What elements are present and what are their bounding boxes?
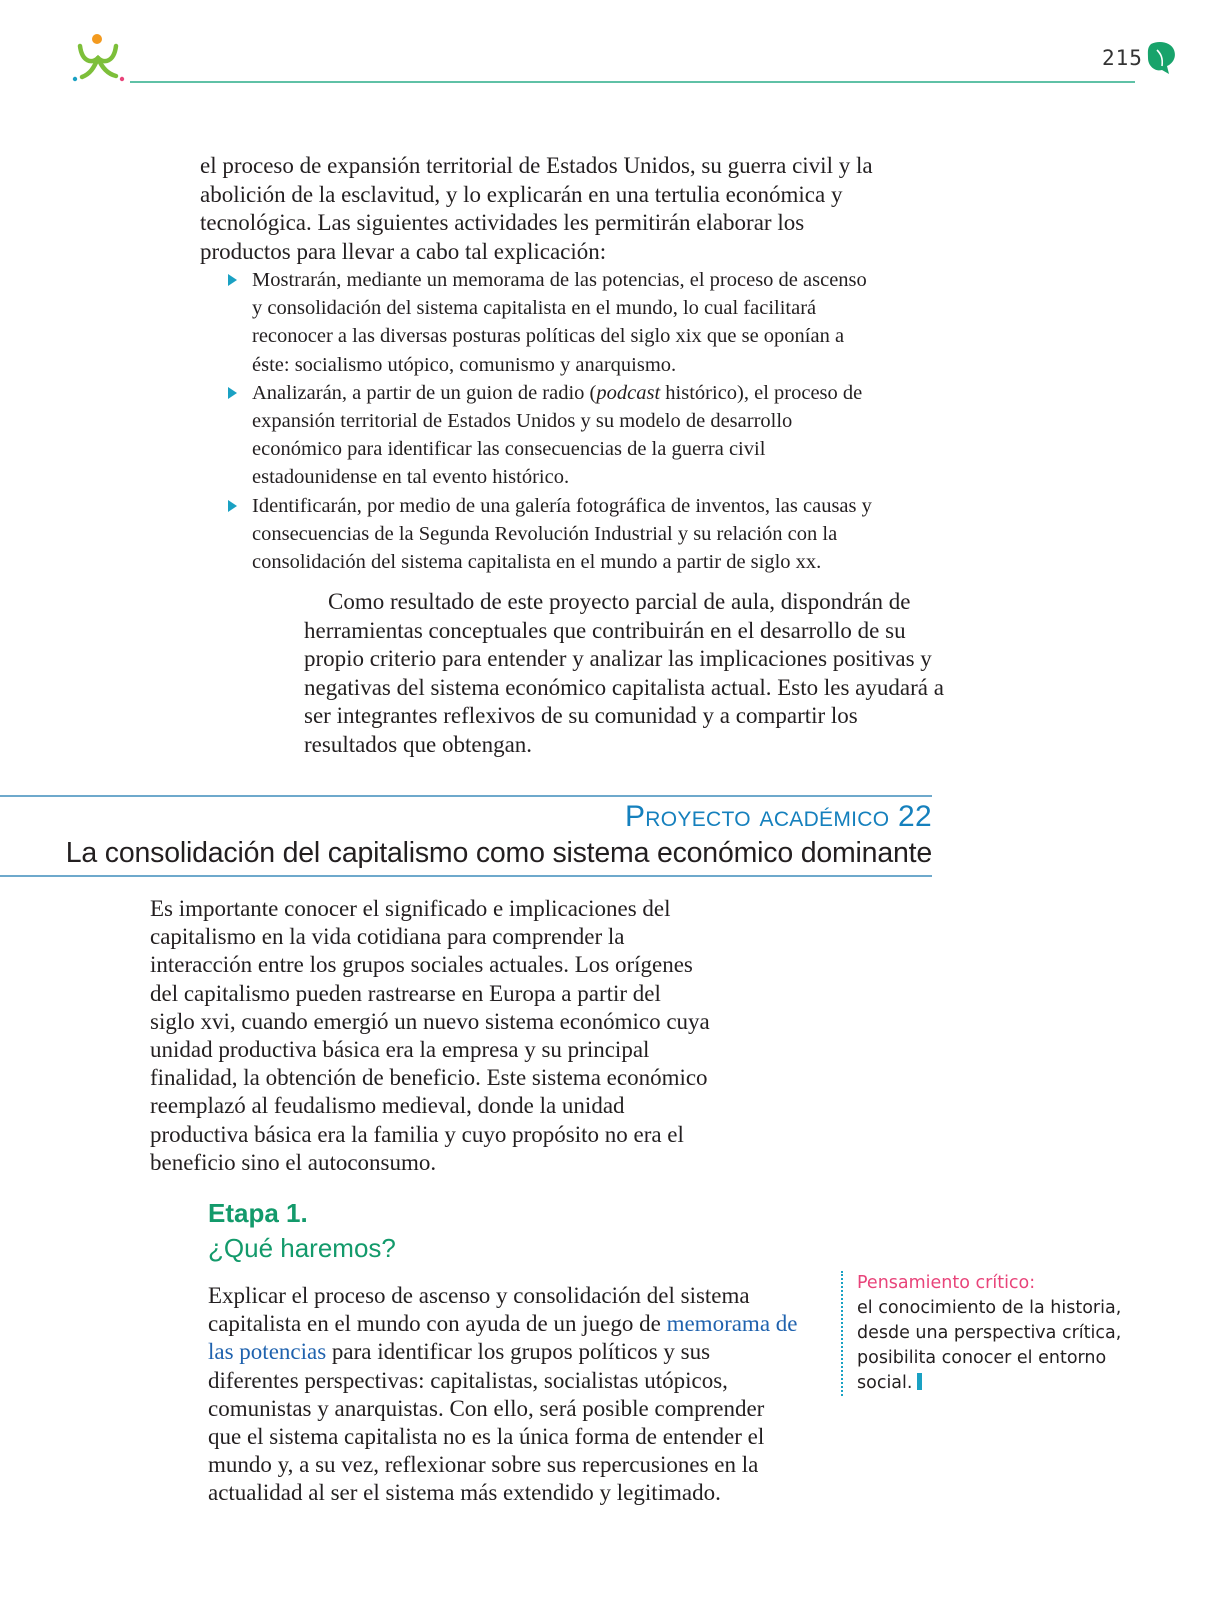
leaf-corner-icon bbox=[1145, 40, 1177, 76]
list-item bbox=[200, 379, 880, 492]
section-rule-top bbox=[0, 795, 932, 797]
stage-text-before: Explicar el proceso de ascenso y consolidación del sistema capitalista en el mundo con ayuda de un juego de bbox=[208, 1283, 750, 1337]
page-number: 215 bbox=[1102, 46, 1143, 70]
list-item-text: Mostrarán, mediante un memorama de las potencias, el proceso de ascenso y consolidación del sistema capitalista en el mundo, lo cual facilitará reconocer a las diversas posturas políticas del siglo xix que se oponían a éste: socialismo utópico, comunismo y anarquismo. bbox=[252, 269, 867, 376]
stage-label: Etapa 1. bbox=[208, 1198, 308, 1228]
note-title: Pensamiento crítico: bbox=[857, 1273, 1036, 1293]
triangle-bullet-icon bbox=[228, 500, 237, 512]
note-text: el conocimiento de la historia, desde una perspectiva crítica, posibilita conocer el entorno social. bbox=[857, 1298, 1122, 1393]
triangle-bullet-icon bbox=[228, 387, 237, 399]
list-item bbox=[200, 266, 880, 379]
list-item-text: Identificarán, por medio de una galería fotográfica de inventos, las causas y consecuencias de la Segunda Revolución Industrial y su relación con la consolidación del sistema capitalista en el mundo a partir de siglo xx. bbox=[252, 494, 872, 574]
list-item-text-before: Analizarán, a partir de un guion de radio ( bbox=[252, 381, 597, 404]
list-item bbox=[200, 492, 880, 577]
stage-text-after: para identificar los grupos políticos y sus diferentes perspectivas: capitalistas, socialistas utópicos, comunistas y anarquistas. Con ello, será posible comprender que el sistema capitalista no es la única forma de entender el mundo y, a su vez, reflexionar sobre sus repercusiones en la actualidad al ser el sistema más extendido y legitimado. bbox=[208, 1339, 765, 1506]
memorama-link[interactable]: memorama de las potencias bbox=[208, 1311, 798, 1365]
conclusion-paragraph: Como resultado de este proyecto parcial de aula, dispondrán de herramientas conceptuales que contribuirán en el desarrollo de su propio criterio para entender y analizar las implicaciones positivas y negativas del sistema económico capitalista actual. Esto les ayudará a ser integrantes reflexivos de su comunidad y a compartir los resultados que obtengan. bbox=[304, 589, 944, 757]
list-item-italic: podcast bbox=[596, 381, 661, 404]
publisher-logo-icon bbox=[70, 30, 130, 86]
intro-section bbox=[200, 152, 880, 576]
stage-question: ¿Qué haremos? bbox=[208, 1233, 396, 1263]
header-rule bbox=[130, 81, 1135, 83]
project-label: Proyecto académico 22 bbox=[625, 800, 932, 833]
project-title: La consolidación del capitalismo como sistema económico dominante bbox=[65, 837, 932, 869]
intro-paragraph: el proceso de expansión territorial de Estados Unidos, su guerra civil y la abolición de la esclavitud, y lo explicarán en una tertulia económica y tecnológica. Las siguientes actividades les permitirán elaborar los productos para llevar a cabo tal explicación: bbox=[200, 153, 873, 264]
critical-thinking-note bbox=[841, 1271, 1132, 1396]
end-mark-icon bbox=[917, 1373, 922, 1390]
section-rule-bottom bbox=[0, 875, 932, 877]
body-paragraph: Es importante conocer el significado e implicaciones del capitalismo en la vida cotidiana para comprender la interacción entre los grupos sociales actuales. Los orígenes del capitalismo pueden rastrearse en Europa a partir del siglo xvi, cuando emergió un nuevo sistema económico cuya unidad productiva básica era la empresa y su principal finalidad, la obtención de beneficio. Este sistema económico reemplazó al feudalismo medieval, donde la unidad productiva básica era la familia y cuyo propósito no era el beneficio sino el autoconsumo. bbox=[150, 896, 710, 1175]
stage-paragraph bbox=[208, 1282, 798, 1508]
activity-list bbox=[200, 266, 880, 576]
list-item-text-after: histórico), el proceso de expansión territorial de Estados Unidos y su modelo de desarrollo económico para identificar las consecuencias de la guerra civil estadounidense en tal evento histórico. bbox=[252, 381, 863, 489]
triangle-bullet-icon bbox=[228, 274, 237, 286]
